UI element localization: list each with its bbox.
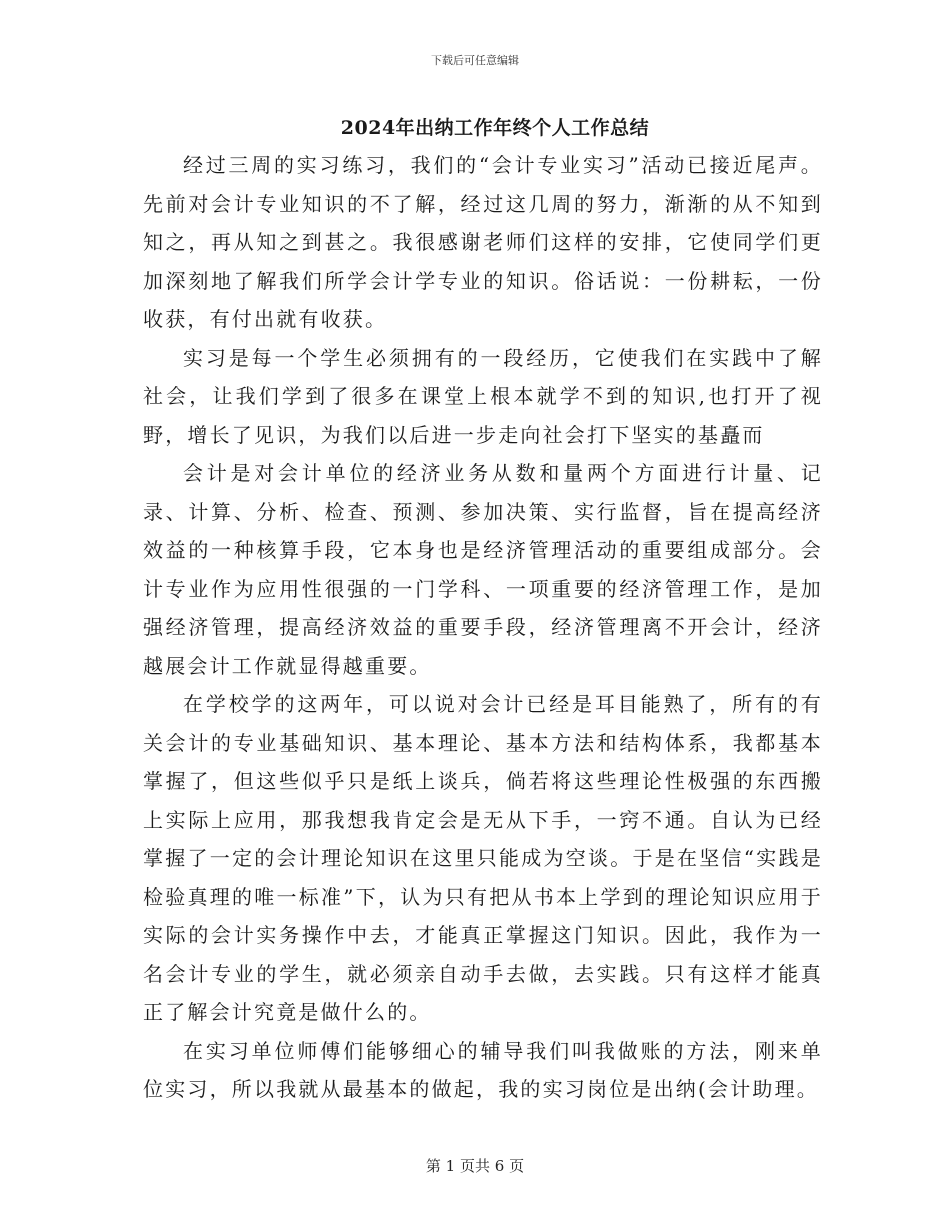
page-number: 第 1 页共 6 页 (425, 1157, 525, 1175)
paragraph-3: 会计是对会计单位的经济业务从数和量两个方面进行计量、记录、计算、分析、检查、预测、参加决策、实行监督，旨在提高经济效益的一种核算手段，它本身也是经济管理活动的重要组成部分。会计专业作为应用性很强的一门学科、一项重要的经济管理工作，是加强经济管理，提高经济效益的重要手段，经济管理离不开会计，经济越展会计工作就显得越重要。 (143, 461, 823, 678)
header-note: 下载后可任意编辑 (431, 54, 519, 67)
paragraph-2: 实习是每一个学生必须拥有的一段经历，它使我们在实践中了解社会，让我们学到了很多在课堂上根本就学不到的知识,也打开了视野，增长了见识，为我们以后进一步走向社会打下坚实的基矗而 (143, 345, 823, 447)
paragraph-5: 在实习单位师傅们能够细心的辅导我们叫我做账的方法，刚来单位实习，所以我就从最基本的做起，我的实习岗位是出纳(会计助理。 (143, 1038, 823, 1101)
document-title: 2024年出纳工作年终个人工作总结 (340, 117, 650, 139)
paragraph-1: 经过三周的实习练习，我们的“会计专业实习”活动已接近尾声。先前对会计专业知识的不了解，经过这几周的努力，渐渐的从不知到知之，再从知之到甚之。我很感谢老师们这样的安排，它使同学们更加深刻地了解我们所学会计学专业的知识。俗话说：一份耕耘，一份收获，有付出就有收获。 (143, 153, 823, 331)
paragraph-4: 在学校学的这两年，可以说对会计已经是耳目能熟了，所有的有关会计的专业基础知识、基本理论、基本方法和结构体系，我都基本掌握了，但这些似乎只是纸上谈兵，倘若将这些理论性极强的东西搬上实际上应用，那我想我肯定会是无从下手，一窍不通。自认为已经掌握了一定的会计理论知识在这里只能成为空谈。于是在坚信“实践是检验真理的唯一标准”下，认为只有把从书本上学到的理论知识应用于实际的会计实务操作中去，才能真正掌握这门知识。因此，我作为一名会计专业的学生，就必须亲自动手去做，去实践。只有这样才能真正了解会计究竟是做什么的。 (143, 692, 823, 1024)
document-body (143, 146, 823, 1109)
